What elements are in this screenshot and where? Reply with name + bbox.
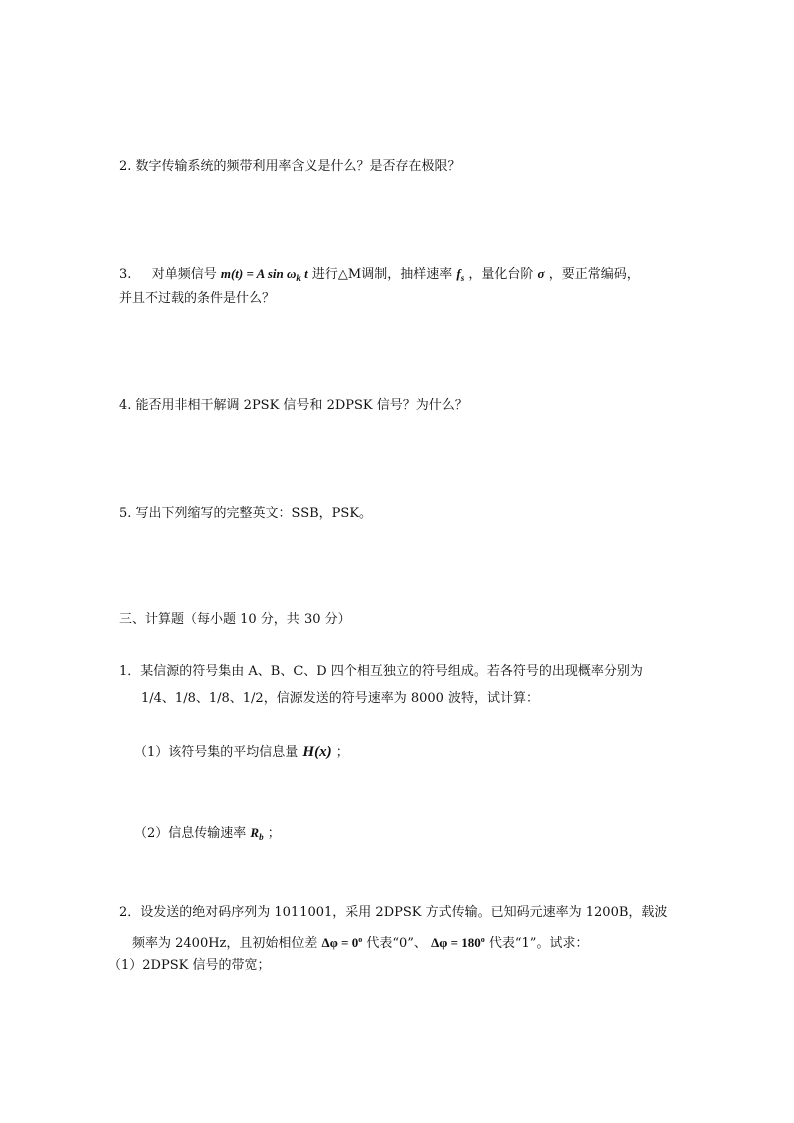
- formula-fs: $f_s$: [456, 266, 465, 283]
- question-2-text: 2. 数字传输系统的频带利用率含义是什么？是否存在极限？: [119, 159, 461, 174]
- question-3-number: 3.: [119, 267, 132, 282]
- formula-rb: $R_b$: [250, 825, 264, 842]
- sub-1-prefix: （1）该符号集的平均信息量: [134, 745, 299, 760]
- question-3-post: ，要正常编码，: [548, 267, 640, 282]
- section-3-heading-text: 三、计算题（每小题 10 分，共 30 分）: [119, 612, 351, 627]
- question-4-text: 4. 能否用非相干解调 2PSK 信号和 2DPSK 信号？为什么？: [119, 398, 468, 413]
- calc-question-2-line-2-pre: 频率为 2400Hz，且初始相位差: [132, 936, 318, 951]
- question-4: [119, 397, 468, 415]
- formula-h-x: H(x): [302, 744, 332, 760]
- calc-question-2-line-3: [108, 957, 270, 975]
- question-3-line-2-text: 并且不过载的条件是什么？: [119, 291, 276, 306]
- calc-question-2-line-2: [132, 931, 588, 953]
- question-2: [119, 158, 461, 176]
- question-3-line-1: [119, 265, 640, 287]
- calc-question-2-line-2-post: 代表“1”。试求：: [488, 936, 589, 951]
- sub-2-suffix: ；: [267, 826, 281, 841]
- sub-2-prefix: （2）信息传输速率: [134, 826, 247, 841]
- calc-question-1-line-2-text: 1/4、1/8、1/8、1/2，信源发送的符号速率为 8000 波特，试计算：: [141, 691, 540, 706]
- calc-question-2-line-2-mid: 代表“0”、: [366, 936, 427, 951]
- question-5: [119, 505, 372, 523]
- calc-question-2-line-3-text: （1）2DPSK 信号的带宽；: [108, 958, 271, 973]
- calc-question-2-line-1: [119, 904, 667, 922]
- formula-delta-phi-0: $\Delta\varphi = 0^o$: [321, 935, 363, 950]
- calc-question-2-line-1-text: 2．设发送的绝对码序列为 1011001，采用 2DPSK 方式传输。已知码元速率为 1200B，载波: [119, 905, 668, 920]
- formula-sigma: σ: [537, 266, 545, 281]
- question-3-line-2: [119, 290, 275, 308]
- question-3-mid1: 进行△M调制，抽样速率: [311, 267, 453, 282]
- question-3-mid2: ，量化台阶: [468, 267, 534, 282]
- calc-question-1-line-2: [141, 690, 539, 708]
- calc-question-1-line-1: [119, 663, 643, 681]
- section-3-heading: [119, 611, 351, 629]
- formula-m-t: m(t) = A $\sin \omega_k$ t: [220, 266, 308, 283]
- sub-1-suffix: ；: [335, 745, 349, 760]
- formula-delta-phi-180: $\Delta\varphi = 180^o$: [431, 935, 485, 950]
- calc-question-1-sub-2: [134, 824, 281, 846]
- calc-question-1-sub-1: [134, 743, 349, 762]
- question-3-pre: 对单频信号: [151, 267, 217, 282]
- question-5-text: 5. 写出下列缩写的完整英文：SSB，PSK。: [119, 506, 373, 521]
- calc-question-1-line-1-text: 1．某信源的符号集由 A、B、C、D 四个相互独立的符号组成。若各符号的出现概率分别为: [119, 664, 643, 679]
